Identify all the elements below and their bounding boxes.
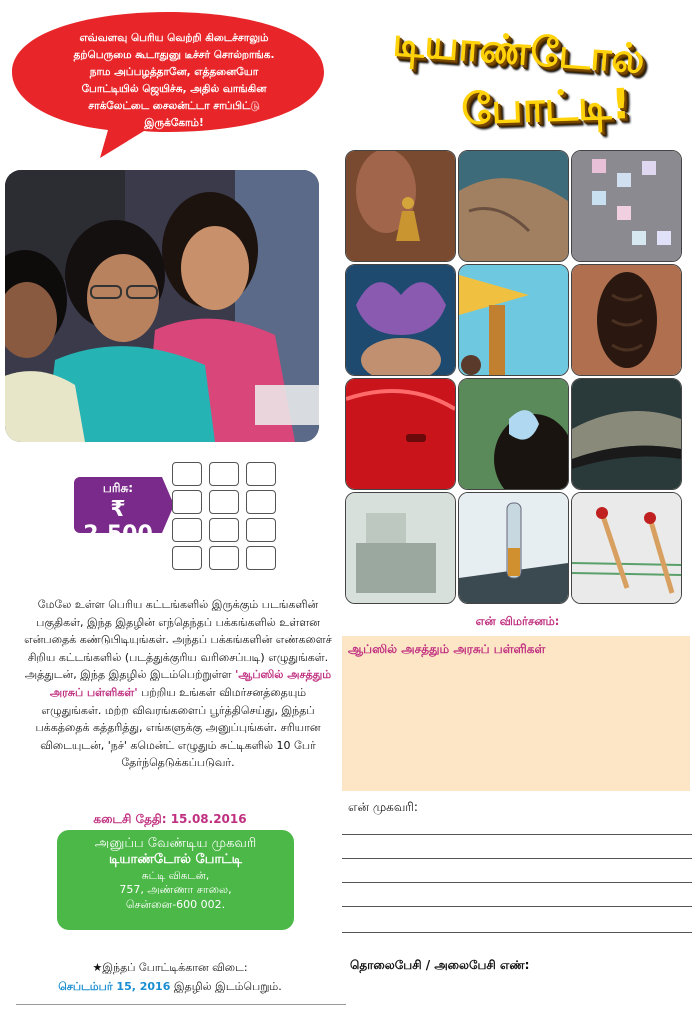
- picture-hat: [571, 378, 682, 490]
- picture-matchsticks: [571, 492, 682, 604]
- prize-amount: ₹ 2,500: [83, 497, 153, 547]
- review-heading: என் விமர்சனம்:: [475, 614, 560, 628]
- address-heading: அனுப்ப வேண்டிய முகவரி: [94, 836, 257, 851]
- answer-cell[interactable]: [246, 462, 276, 486]
- answer-cell[interactable]: [172, 546, 202, 570]
- bubble-line: நாம அப்பழத்தானே, எத்தனையோ: [89, 66, 259, 78]
- address-line: சென்னை-600 002.: [125, 898, 226, 911]
- answer-date: செப்டம்பர் 15, 2016: [58, 980, 171, 993]
- review-box[interactable]: [342, 636, 690, 791]
- picture-red-car: [345, 378, 456, 490]
- answer-cell[interactable]: [172, 490, 202, 514]
- title-line-2: போட்டி!: [460, 79, 632, 134]
- answer-cell[interactable]: [246, 490, 276, 514]
- bubble-line: போட்டியில் ஜெயிச்சு, அதில் வாங்கின: [81, 83, 267, 95]
- address-line-field[interactable]: [342, 834, 692, 835]
- answer-cell[interactable]: [246, 518, 276, 542]
- instructions-highlight: 'ஆப்ஸில் அசத்தும் அரசுப் பள்ளிகள்': [49, 668, 332, 699]
- answer-note: [0, 958, 340, 996]
- divider: [16, 1004, 346, 1005]
- answer-cell[interactable]: [172, 462, 202, 486]
- bubble-text: [30, 30, 318, 132]
- review-topic: ஆப்ஸில் அசத்தும் அரசுப் பள்ளிகள்: [348, 642, 546, 656]
- picture-rhino: [458, 150, 569, 262]
- address-line: சுட்டி விகடன்,: [141, 870, 210, 882]
- answer-note-suffix: இதழில் இடம்பெறும்.: [173, 980, 282, 993]
- picture-machine: [345, 492, 456, 604]
- bubble-line: எவ்வளவு பெரிய வெற்றி கிடைச்சாலும்: [79, 32, 269, 44]
- address-line-field[interactable]: [342, 858, 692, 859]
- picture-test-tube: [458, 492, 569, 604]
- prize-badge: [74, 477, 162, 547]
- address-label: என் முகவரி:: [348, 800, 418, 814]
- answer-grid: [172, 462, 276, 572]
- answer-cell[interactable]: [209, 546, 239, 570]
- bubble-line: சாக்லேட்டை சைலன்ட்டா சாப்பிட்டு: [88, 100, 260, 112]
- girls-photo: [5, 170, 319, 442]
- instructions: [20, 596, 336, 772]
- answer-cell[interactable]: [172, 518, 202, 542]
- address-line: 757, அண்ணா சாலை,: [119, 883, 232, 896]
- address-box: [57, 830, 294, 930]
- prize-label: பரிசு:: [102, 481, 134, 495]
- last-date: கடைசி தேதி: 15.08.2016: [93, 812, 247, 826]
- answer-cell[interactable]: [246, 546, 276, 570]
- title-line-1: டியாண்டோல்: [391, 19, 647, 83]
- picture-earring: [345, 150, 456, 262]
- address-line-field[interactable]: [342, 932, 692, 933]
- answer-cell[interactable]: [209, 462, 239, 486]
- answer-cell[interactable]: [209, 490, 239, 514]
- instructions-text-2: பற்றிய உங்கள் விமர்சனத்தையும் எழுதுங்கள். மற்ற விவரங்களைப் பூர்த்திசெய்து, இந்தப் பக்கத்தைக் கத்தரித்து, எங்களுக்கு அனுப்புங்கள். சரியான விடையுடன், 'நச்' கமென்ட் எழுதும் சுட்டிகளில் 10 பேர் தேர்ந்தெடுக்கப்படுவர்.: [35, 685, 321, 770]
- phone-label: தொலைபேசி / அலைபேசி எண்:: [350, 958, 530, 972]
- address-name: டியாண்டோல் போட்டி: [109, 852, 242, 867]
- picture-cartoon-tree: [458, 264, 569, 376]
- answer-note-line: ★இந்தப் போட்டிக்கான விடை:: [92, 961, 248, 974]
- picture-hair-ribbon: [458, 378, 569, 490]
- address-line-field[interactable]: [342, 882, 692, 883]
- address-line-field[interactable]: [342, 906, 692, 907]
- picture-troll-hair: [345, 264, 456, 376]
- picture-letter-tiles: [571, 150, 682, 262]
- bubble-line: இருக்கோம்!: [144, 117, 204, 129]
- answer-cell[interactable]: [209, 518, 239, 542]
- picture-braid: [571, 264, 682, 376]
- bubble-line: தற்பெருமை கூடாதுனு டீச்சர் சொல்றாங்க.: [73, 49, 275, 61]
- instructions-text: மேலே உள்ள பெரிய கட்டங்களில் இருக்கும் படங்களின் பகுதிகள், இந்த இதழின் எந்தெந்தப் பக்கங்களில் உள்ளன என்பதைக் கண்டுபிடியுங்கள். அந்தப் பக்கங்களின் எண்களைச் சிறிய கட்டங்களில் (படத்துக்குரிய வரிசைப்படி) எழுதுங்கள். அத்துடன், இந்த இதழில் இடம்பெற்றுள்ள: [24, 598, 332, 682]
